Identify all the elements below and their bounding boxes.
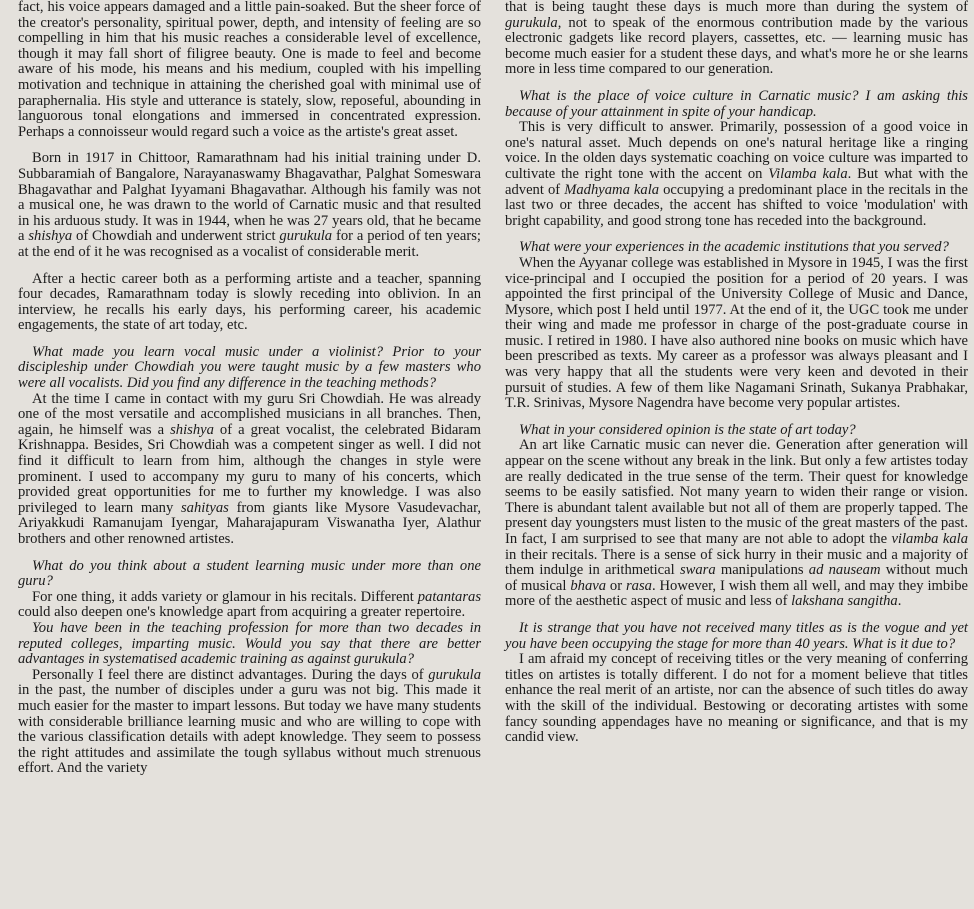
body-paragraph <box>505 256 968 412</box>
text-run: in their recitals. There is a sense of sick hurry in their music and a majority of them indulge in arithmetical <box>505 546 968 579</box>
body-paragraph <box>18 151 481 260</box>
text-run: that is being taught these days is much more than during the system of <box>505 0 968 15</box>
interview-question <box>505 423 968 439</box>
italic-term: shishya <box>28 228 73 245</box>
text-run: For one thing, it adds variety or glamour in his recitals. Different <box>32 588 418 605</box>
italic-term: shishya <box>170 421 214 438</box>
text-run: What do you think about a student learning music under more than one guru? <box>18 557 481 590</box>
text-run: occupying a predominant place in the recitals in the last two or three decades, the accent has shifted to voice 'modulation' with bright capability, and good strong tone has receded into the background. <box>505 181 968 229</box>
italic-term: gurukula <box>428 666 481 683</box>
body-paragraph <box>18 272 481 334</box>
text-run: This is very difficult to answer. Primarily, possession of a good voice in one's natural asset. Much depends on one's natural heritage like a ringing voice. In the olden days systematic coaching on voice culture was imparted to cultivate the right tone with the accent on <box>505 119 968 182</box>
text-run: from giants like Mysore Vasudevachar, Ariyakkudi Ramanujam Iyengar, Maharajapuram Viswanatha Iyer, Alathur brothers and other renowned artistes. <box>18 499 481 547</box>
body-paragraph <box>505 120 968 229</box>
interview-question <box>505 621 968 652</box>
text-run: I am afraid my concept of receiving titles or the very meaning of conferring titles on artistes is totally different. I do not for a moment believe that titles enhance the real merit of an artiste, nor can the absence of such titles do away with the skill of the individual. Bestowing or decorating artistes with some fancy sounding appendages have no meaning or significance, and that is my candid view. <box>505 651 968 746</box>
italic-term: Madhyama kala <box>564 181 660 198</box>
text-run: of a great vocalist, the celebrated Bidaram Krishnappa. Besides, Sri Chowdiah was a competent singer as well. I did not find it difficult to learn from him, although the changes in style were prominent. I used to accompany my guru to many of his concerts, which provided great opportunities for me to further my knowledge. I was also privileged to learn many <box>18 421 481 516</box>
text-run: . However, I wish them all well, and may they imbibe more of the aesthetic aspect of music and less of <box>505 577 968 610</box>
text-run: in the past, the number of disciples under a guru was not big. This made it much easier for the master to impart lessons. But today we have many students with considerable brilliance learning music and who are willing to cope with the various classification details with adept knowledge. They seem to possess the right attitudes and assimilate the tough syllabus without much strenuous effort. And the variety <box>18 682 481 777</box>
text-run: or <box>606 577 626 594</box>
text-run: Born in 1917 in Chittoor, Ramarathnam had his initial training under D. Subbaramiah of Bangalore, Narayanaswamy Bhagavathar, Palghat Someswara Bhagavathar and Palghat Iyyamani Bhagavathar. Although his family was not a musical one, he was drawn to the world of Carnatic music and that resulted in his arduous study. It was in 1944, when he was 27 years old, that he became a <box>18 150 481 245</box>
text-run: Personally I feel there are distinct advantages. During the days of <box>32 666 429 683</box>
right-column <box>505 0 968 909</box>
italic-term: swara <box>679 562 716 579</box>
italic-term: sahityas <box>181 499 229 516</box>
text-run: . But what with the advent of <box>505 165 968 198</box>
italic-term: Vilamba kala <box>768 165 848 182</box>
interview-question <box>18 621 481 668</box>
italic-term: gurukula <box>505 14 558 31</box>
text-run: , not to speak of the enormous contribution made by the various electronic gadgets like record players, cassettes, etc. — learning music has become much easier for a student these days, and what's more he or she learns more in less time compared to our generation. <box>505 14 968 78</box>
continued-paragraph <box>18 0 481 140</box>
body-paragraph <box>18 668 481 777</box>
text-run: What is the place of voice culture in Carnatic music? I am asking this because of your attainment in spite of your handicap. <box>505 87 968 120</box>
italic-term: vilamba kala <box>891 531 968 547</box>
text-run: What made you learn vocal music under a violinist? Prior to your discipleship under Chowdiah you were taught music by a few masters who were all vocalists. Did you find any difference in the teaching methods? <box>18 343 481 392</box>
italic-term: bhava <box>570 577 607 594</box>
text-run: It is strange that you have not received many titles as is the vogue and yet you have been occupying the stage for more than 40 years. What is it due to? <box>505 619 968 652</box>
text-run: After a hectic career both as a performing artiste and a teacher, spanning four decades, Ramarathnam today is slowly receding into oblivion. In an interview, he recalls his early days, his performing career, his academic engagements, the state of art today, etc. <box>18 270 481 334</box>
text-run: for a period of ten years; at the end of it he was recognised as a vocalist of considerable merit. <box>18 228 481 260</box>
text-run: When the Ayyanar college was established in Mysore in 1945, I was the first vice-principal and I occupied the position for a period of 20 years. I was appointed the first principal of the University College of Music and Dance, Mysore, which post I held until 1977. At the end of it, the UGC took me under their wing and made me professor in charge of the post-graduate course in music. I retired in 1980. I have also authored nine books on music which have been prescribed as texts. My career as a professor was always pleasant and I was very happy that all the students were very keen and devoted in their pursuit of studies. A few of them like Nagamani Srinath, Sukanya Prabhakar, T.R. Srinivas, Mysore Nagendra have become very popular artistes. <box>505 254 968 412</box>
interview-question <box>18 345 481 392</box>
interview-question <box>18 559 481 590</box>
italic-term: gurukula <box>279 228 333 245</box>
body-paragraph <box>505 438 968 610</box>
interview-question <box>505 89 968 120</box>
text-run: . <box>897 593 902 610</box>
text-run: What were your experiences in the academic institutions that you served? <box>519 239 949 256</box>
body-paragraph <box>505 652 968 746</box>
text-run: could also deepen one's knowledge apart from acquiring a greater repertoire. <box>18 604 466 621</box>
text-run: What in your considered opinion is the state of art today? <box>519 421 856 438</box>
interview-question <box>505 240 968 256</box>
continued-paragraph <box>505 0 968 78</box>
text-run: You have been in the teaching profession for more than two decades in reputed colleges, imparting music. Would you say that there are better advantages in systematised academic training as against gurukula? <box>18 619 481 668</box>
body-paragraph <box>18 590 481 621</box>
text-run: of Chowdiah and underwent strict <box>72 228 280 245</box>
text-run: without much of musical <box>505 562 968 594</box>
italic-term: lakshana sangitha <box>791 593 898 610</box>
text-run: manipulations <box>715 562 809 579</box>
left-column <box>18 0 481 909</box>
text-run: An art like Carnatic music can never die. Generation after generation will appear on the scene without any break in the link. But only a few artistes today are really dedicated in the true sense of the term. Their quest for knowledge seems to be easily satisfied. Not many yearn to widen their range or vision. There is abundant talent available but not all of them are properly tapped. The present day youngsters must listen to the music of the great masters of the past. In fact, I am surprised to see that many are not able to adopt the <box>505 437 968 547</box>
italic-term: ad nauseam <box>808 562 881 579</box>
italic-term: rasa <box>626 577 652 594</box>
italic-term: patantaras <box>417 588 481 605</box>
text-run: At the time I came in contact with my guru Sri Chowdiah. He was already one of the most versatile and accomplished musicians in all branches. Then, again, he himself was a <box>18 390 481 438</box>
text-run: fact, his voice appears damaged and a little pain-soaked. But the sheer force of the creator's personality, spiritual power, depth, and intensity of feeling are so compelling in him that his music reaches a considerable level of excellence, though it may fall short of filigree beauty. One is made to feel and become aware of his mode, his means and his medium, coupled with his impelling motivation and technique in attaining the cherished goal with minimal use of paraphernalia. His style and utterance is stately, slow, reposeful, abounding in languorous tonal elongations and immersed in concentrated expression. Perhaps a connoisseur would regard such a voice as the artiste's great asset. <box>18 0 481 140</box>
body-paragraph <box>18 392 481 548</box>
